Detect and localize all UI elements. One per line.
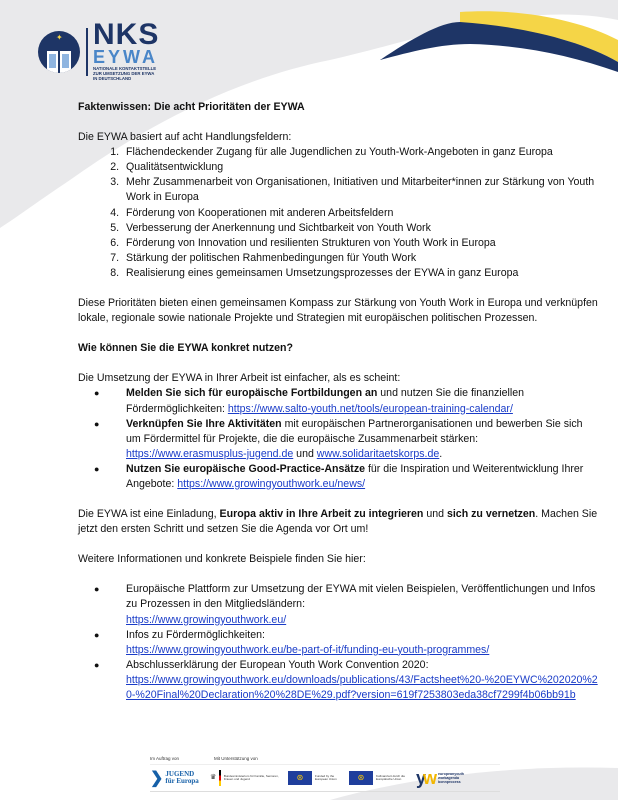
more-info-list	[78, 582, 598, 703]
ministry-logo: ♛ Bundesministerium für Familie, Senioren, Frauen und Jugend	[210, 770, 288, 786]
jugend-fuer-europa-logo: ❯ JUGEND für Europa	[150, 769, 199, 787]
logo-subtitle: EYWA	[93, 47, 159, 67]
german-flag-icon	[219, 770, 221, 786]
label-supported: Mit Unterstützung von	[214, 756, 258, 761]
priority-item: 8. Realisierung eines gemeinsamen Umsetzungsprozesses der EYWA in ganz Europa	[122, 266, 598, 281]
more-info-intro: Weitere Informationen und konkrete Beispiele finden Sie hier:	[78, 553, 366, 566]
growingyouthwork-news-link[interactable]: https://www.growingyouthwork.eu/news/	[177, 477, 366, 490]
erasmusplus-link[interactable]: https://www.erasmusplus-jugend.de	[126, 447, 294, 460]
label-commissioned: Im Auftrag von	[150, 756, 180, 761]
logo-emblem-icon	[38, 31, 80, 73]
usage-item-bold: Melden Sie sich für europäische Fortbildungen an	[126, 387, 378, 400]
logo-tagline-2: ZUR UMSETZUNG DER EYWA	[93, 71, 155, 76]
document-body	[78, 100, 598, 703]
usage-intro: Die Umsetzung der EYWA in Ihrer Arbeit ist einfacher, als es scheint:	[78, 372, 401, 385]
funding-programmes-link[interactable]: https://www.growingyouthwork.eu/be-part-of-it/funding-eu-youth-programmes/	[126, 643, 490, 656]
growingyouthwork-link[interactable]: https://www.growingyouthwork.eu/	[126, 613, 287, 626]
final-declaration-link[interactable]: https://www.growingyouthwork.eu/downloads/publications/43/Factsheet%20-%20EYWC%202020%20-%20Final%20Declaration%20%28DE%29.pdf?version=619f7253803eda38cf7299f4b06bb91b	[126, 673, 598, 701]
priorities-summary: Diese Prioritäten bieten einen gemeinsamen Kompass zur Stärkung von Youth Work in Europa und verknüpfen lokale, regionale sowie nationale Projekte und Strategien mit europäischen politischen Prozessen.	[78, 297, 598, 325]
priorities-intro: Die EYWA basiert auf acht Handlungsfeldern:	[78, 131, 292, 144]
footer-logos	[150, 756, 500, 792]
priority-item: 6. Förderung von Innovation und resilienten Strukturen von Youth Work in Europa	[122, 236, 598, 251]
yw-mark-icon: yw	[416, 768, 435, 788]
logo-tagline-1: NATIONALE KONTAKTSTELLE	[93, 66, 157, 71]
closing-paragraph: Die EYWA ist eine Einladung, Europa aktiv in Ihre Arbeit zu integrieren und sich zu vernetzen. Machen Sie jetzt den ersten Schritt und setzen Sie die Agenda vor Ort um!	[78, 508, 598, 536]
priority-item: 7. Stärkung der politischen Rahmenbedingungen für Youth Work	[122, 251, 598, 266]
more-info-item: ● Infos zu Fördermöglichkeiten: https://www.growingyouthwork.eu/be-part-of-it/funding-eu-youth-programmes/	[122, 628, 598, 658]
priority-item: 4. Förderung von Kooperationen mit anderen Arbeitsfeldern	[122, 206, 598, 221]
eu-flag-icon: ⊛	[349, 771, 373, 785]
solidaritaetskorps-link[interactable]: www.solidaritaetskorps.de	[316, 447, 440, 460]
priority-item: 5. Verbesserung der Anerkennung und Sichtbarkeit von Youth Work	[122, 221, 598, 236]
priority-item: 3. Mehr Zusammenarbeit von Organisationen, Initiativen und Mitarbeiter*innen zur Stärkung von Youth Work in Europa	[122, 175, 598, 205]
usage-item: ● Nutzen Sie europäische Good-Practice-Ansätze für die Inspiration und Weiterentwicklung Ihrer Angebote: https://www.growingyouthwork.eu/news/	[122, 462, 598, 492]
eu-cofunded-logo: ⊛ Kofinanziert durch die Europäische Union	[349, 771, 410, 785]
logo-title: NKS	[93, 18, 160, 51]
priority-item: 1. Flächendeckender Zugang für alle Jugendlichen zu Youth-Work-Angeboten in ganz Europa	[122, 145, 598, 160]
eu-funded-logo: ⊛ Funded by the European Union	[288, 771, 343, 785]
usage-item-bold: Nutzen Sie europäische Good-Practice-Ansätze	[126, 462, 366, 475]
nks-eywa-logo	[38, 18, 160, 81]
logo-divider	[86, 28, 88, 76]
salto-training-link[interactable]: https://www.salto-youth.net/tools/european-training-calendar/	[227, 402, 513, 415]
usage-item: ● Verknüpfen Sie Ihre Aktivitäten mit europäischen Partnerorganisationen und bewerben Sie sich um Fördermittel für Projekte, die die europäische Zusammenarbeit stärken: https://www.erasmusplus-jugend.de und www.solidaritaetskorps.de.	[122, 417, 598, 462]
more-info-item: ● Europäische Plattform zur Umsetzung der EYWA mit vielen Beispielen, Veröffentlichungen und Infos zu Prozessen in den Mitgliedsländern: https://www.growingyouthwork.eu/	[122, 582, 598, 627]
eagle-icon: ♛	[210, 774, 217, 782]
star-icon: ✦	[56, 32, 63, 42]
chevron-logo-icon: ❯	[150, 769, 164, 787]
section-heading-priorities: Faktenwissen: Die acht Prioritäten der EYWA	[78, 101, 305, 113]
section-heading-usage: Wie können Sie die EYWA konkret nutzen?	[78, 342, 293, 355]
usage-list	[78, 386, 598, 492]
eu-flag-icon: ⊛	[288, 771, 312, 785]
usage-item-bold: Verknüpfen Sie Ihre Aktivitäten	[126, 417, 282, 430]
youth-work-agenda-logo: yw europeanyouth workagenda bonnprocess	[416, 768, 464, 788]
usage-item: ● Melden Sie sich für europäische Fortbildungen an und nutzen Sie die finanziellen Fördermöglichkeiten: https://www.salto-youth.net/tools/european-training-calendar/	[122, 386, 598, 416]
priority-item: 2. Qualitätsentwicklung	[122, 160, 598, 175]
priorities-list	[78, 145, 598, 281]
logo-tagline-3: IN DEUTSCHLAND	[93, 76, 132, 81]
more-info-item: ● Abschlusserklärung der European Youth Work Convention 2020: https://www.growingyouthwork.eu/downloads/publications/43/Factsheet%20-%20EYWC%202020%20-%20Final%20Declaration%20%28DE%29.pdf?version=619f7253803eda38cf7299f4b06bb91b	[122, 658, 598, 703]
